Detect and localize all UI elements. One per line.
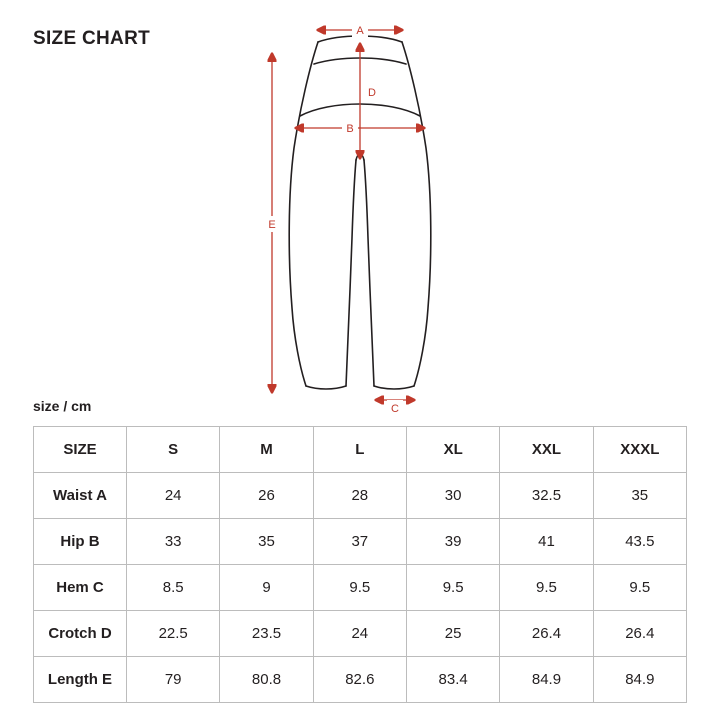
column-header: XXL bbox=[500, 427, 593, 473]
table-cell: 8.5 bbox=[127, 565, 220, 611]
size-table-body bbox=[34, 427, 687, 703]
row-header: Length E bbox=[34, 657, 127, 703]
table-cell: 32.5 bbox=[500, 473, 593, 519]
table-cell: 26.4 bbox=[500, 611, 593, 657]
table-cell: 26 bbox=[220, 473, 313, 519]
table-row bbox=[34, 519, 687, 565]
table-cell: 37 bbox=[313, 519, 406, 565]
table-row bbox=[34, 473, 687, 519]
table-cell: 9.5 bbox=[406, 565, 499, 611]
label-C: C bbox=[391, 403, 399, 415]
table-cell: 39 bbox=[406, 519, 499, 565]
table-row bbox=[34, 611, 687, 657]
table-cell: 24 bbox=[313, 611, 406, 657]
table-cell: 23.5 bbox=[220, 611, 313, 657]
column-header: XXXL bbox=[593, 427, 686, 473]
table-cell: 26.4 bbox=[593, 611, 686, 657]
table-cell: 25 bbox=[406, 611, 499, 657]
leggings-diagram bbox=[230, 8, 490, 415]
table-header-row bbox=[34, 427, 687, 473]
column-header: XL bbox=[406, 427, 499, 473]
table-cell: 9 bbox=[220, 565, 313, 611]
row-header: Hip B bbox=[34, 519, 127, 565]
table-cell: 30 bbox=[406, 473, 499, 519]
unit-label: size / cm bbox=[33, 398, 92, 414]
page-title: SIZE CHART bbox=[33, 28, 150, 49]
label-A: A bbox=[356, 25, 364, 37]
label-B: B bbox=[346, 123, 354, 135]
label-D: D bbox=[368, 87, 376, 99]
table-cell: 82.6 bbox=[313, 657, 406, 703]
table-cell: 43.5 bbox=[593, 519, 686, 565]
table-cell: 35 bbox=[593, 473, 686, 519]
table-cell: 83.4 bbox=[406, 657, 499, 703]
column-header: SIZE bbox=[34, 427, 127, 473]
table-cell: 9.5 bbox=[593, 565, 686, 611]
table-cell: 84.9 bbox=[500, 657, 593, 703]
row-header: Hem C bbox=[34, 565, 127, 611]
label-E: E bbox=[268, 219, 276, 231]
table-row bbox=[34, 565, 687, 611]
column-header: S bbox=[127, 427, 220, 473]
column-header: L bbox=[313, 427, 406, 473]
table-cell: 24 bbox=[127, 473, 220, 519]
row-header: Crotch D bbox=[34, 611, 127, 657]
size-table bbox=[33, 426, 687, 703]
table-cell: 9.5 bbox=[313, 565, 406, 611]
table-cell: 35 bbox=[220, 519, 313, 565]
table-cell: 33 bbox=[127, 519, 220, 565]
table-cell: 79 bbox=[127, 657, 220, 703]
column-header: M bbox=[220, 427, 313, 473]
table-cell: 9.5 bbox=[500, 565, 593, 611]
row-header: Waist A bbox=[34, 473, 127, 519]
table-cell: 28 bbox=[313, 473, 406, 519]
table-cell: 22.5 bbox=[127, 611, 220, 657]
table-cell: 84.9 bbox=[593, 657, 686, 703]
table-row bbox=[34, 657, 687, 703]
table-cell: 80.8 bbox=[220, 657, 313, 703]
table-cell: 41 bbox=[500, 519, 593, 565]
